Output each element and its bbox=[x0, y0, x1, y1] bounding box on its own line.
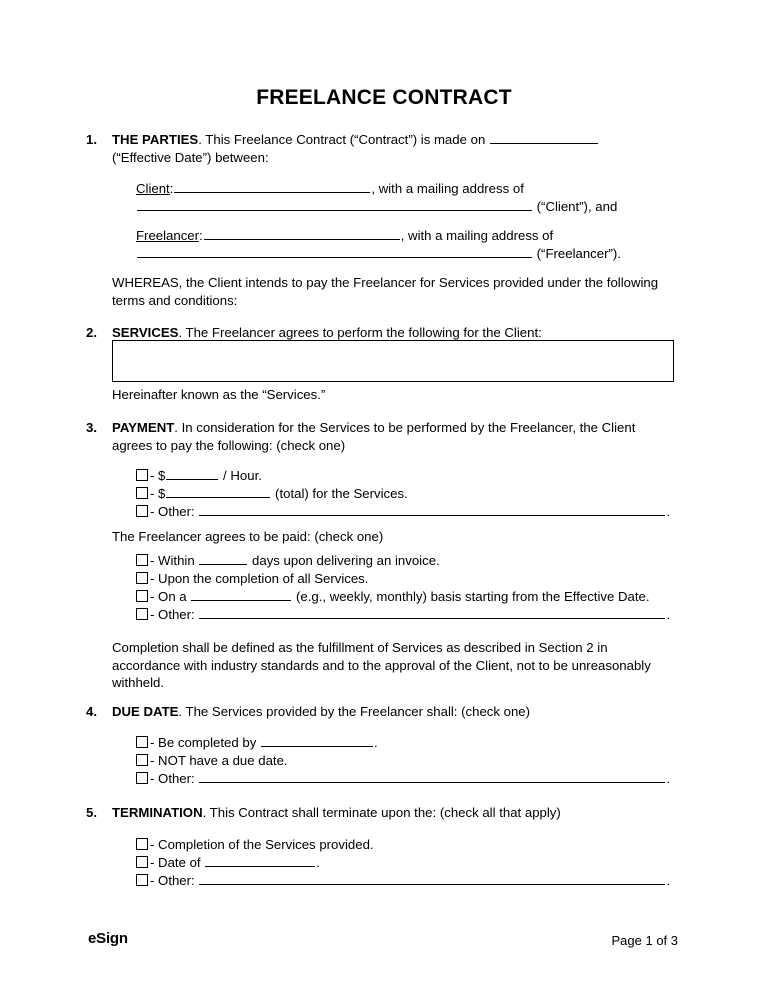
termination-other-label-after: . bbox=[666, 873, 671, 888]
payment-option-other-label-before: - Other: bbox=[150, 504, 199, 519]
payment-other-blank[interactable] bbox=[199, 503, 665, 516]
client-defined-term: (“Client”), and bbox=[533, 198, 618, 214]
due-date-option-other[interactable] bbox=[136, 770, 678, 788]
section-number-2: 2. bbox=[86, 325, 97, 340]
checkbox-icon[interactable] bbox=[136, 754, 148, 766]
section-termination-intro bbox=[112, 804, 678, 822]
due-date-intro-text: . The Services provided by the Freelancer shall: (check one) bbox=[178, 704, 531, 719]
schedule-recurring-label-before: - On a bbox=[150, 589, 191, 604]
checkbox-icon[interactable] bbox=[136, 505, 148, 517]
recurring-period-blank[interactable] bbox=[191, 588, 291, 601]
payment-option-other-label-after: . bbox=[666, 504, 671, 519]
termination-option-completion[interactable] bbox=[136, 836, 678, 854]
services-description-input[interactable] bbox=[112, 340, 674, 382]
termination-date-label-before: - Date of bbox=[150, 855, 205, 870]
termination-completion-label: - Completion of the Services provided. bbox=[150, 837, 374, 852]
section-number-4: 4. bbox=[86, 704, 97, 719]
parties-effective-date-line: (“Effective Date”) between: bbox=[112, 149, 269, 165]
client-name-blank[interactable] bbox=[174, 180, 370, 193]
payment-option-total[interactable] bbox=[136, 485, 678, 503]
section-heading-termination: TERMINATION bbox=[112, 805, 203, 820]
schedule-other-blank[interactable] bbox=[199, 606, 665, 619]
checkbox-icon[interactable] bbox=[136, 856, 148, 868]
checkbox-icon[interactable] bbox=[136, 572, 148, 584]
section-heading-services: SERVICES bbox=[112, 325, 179, 340]
termination-option-other[interactable] bbox=[136, 872, 678, 890]
client-mailing-text: , with a mailing address of bbox=[371, 181, 524, 196]
freelancer-colon: : bbox=[199, 228, 203, 243]
payment-option-hourly-label-after: / Hour. bbox=[219, 468, 262, 483]
payment-option-hourly-label-before: - $ bbox=[150, 468, 166, 483]
checkbox-icon[interactable] bbox=[136, 772, 148, 784]
hourly-rate-blank[interactable] bbox=[166, 467, 218, 480]
termination-date-label-after: . bbox=[316, 855, 320, 870]
termination-intro-text: . This Contract shall terminate upon the: (check all that apply) bbox=[202, 805, 561, 820]
payment-intro-text: . In consideration for the Services to be performed by the Freelancer, the Client agrees to pay the following: (check one) bbox=[112, 420, 636, 453]
completion-definition-paragraph: Completion shall be defined as the fulfillment of Services as described in Section 2 in accordance with industry standards and to the approval of the Client, not to be unreasonably withheld. bbox=[112, 640, 651, 690]
within-days-blank[interactable] bbox=[199, 552, 247, 565]
payment-option-other[interactable] bbox=[136, 503, 678, 521]
payment-option-hourly[interactable] bbox=[136, 467, 678, 485]
esign-logo: eSign bbox=[88, 930, 128, 947]
termination-other-label-before: - Other: bbox=[150, 873, 199, 888]
page-number-label: Page 1 of 3 bbox=[611, 933, 678, 948]
payment-option-total-label-after: (total) for the Services. bbox=[271, 486, 408, 501]
due-date-option-none[interactable] bbox=[136, 752, 678, 770]
freelancer-mailing-text: , with a mailing address of bbox=[400, 228, 554, 243]
section-parties-intro bbox=[112, 131, 678, 166]
checkbox-icon[interactable] bbox=[136, 736, 148, 748]
section-number-3: 3. bbox=[86, 420, 97, 435]
termination-date-blank[interactable] bbox=[205, 854, 315, 867]
client-address-blank[interactable] bbox=[137, 198, 532, 211]
freelancer-defined-term: (“Freelancer”). bbox=[533, 245, 621, 261]
termination-option-date[interactable] bbox=[136, 854, 678, 872]
schedule-within-label-after: days upon delivering an invoice. bbox=[248, 553, 440, 568]
checkbox-icon[interactable] bbox=[136, 487, 148, 499]
freelancer-party-block bbox=[136, 227, 678, 262]
section-heading-parties: THE PARTIES bbox=[112, 132, 199, 147]
services-footnote: Hereinafter known as the “Services.” bbox=[112, 387, 326, 402]
section-due-date-intro bbox=[112, 703, 678, 721]
schedule-option-other[interactable] bbox=[136, 606, 678, 624]
payment-schedule-intro: The Freelancer agrees to be paid: (check one) bbox=[112, 529, 384, 544]
client-party-block bbox=[136, 180, 678, 215]
checkbox-icon[interactable] bbox=[136, 838, 148, 850]
section-number-1: 1. bbox=[86, 132, 97, 147]
section-heading-payment: PAYMENT bbox=[112, 420, 175, 435]
schedule-option-recurring[interactable] bbox=[136, 588, 678, 606]
due-date-other-label-after: . bbox=[666, 771, 671, 786]
due-date-other-blank[interactable] bbox=[199, 770, 665, 783]
checkbox-icon[interactable] bbox=[136, 554, 148, 566]
page-title: FREELANCE CONTRACT bbox=[256, 86, 512, 109]
parties-intro-text: . This Freelance Contract (“Contract”) is made on bbox=[198, 132, 489, 147]
checkbox-icon[interactable] bbox=[136, 608, 148, 620]
due-date-none-label: - NOT have a due date. bbox=[150, 753, 288, 768]
schedule-other-label-before: - Other: bbox=[150, 607, 199, 622]
section-services-intro bbox=[112, 324, 678, 342]
due-date-completed-label-after: . bbox=[373, 735, 378, 750]
services-intro-text: . The Freelancer agrees to perform the following for the Client: bbox=[178, 325, 542, 340]
freelancer-label: Freelancer bbox=[136, 228, 200, 243]
client-label: Client bbox=[136, 181, 170, 196]
client-colon: : bbox=[169, 181, 174, 196]
freelancer-name-blank[interactable] bbox=[204, 227, 400, 240]
section-number-5: 5. bbox=[86, 805, 97, 820]
whereas-paragraph: WHEREAS, the Client intends to pay the Freelancer for Services provided under the following terms and conditions: bbox=[112, 275, 659, 308]
section-heading-due-date: DUE DATE bbox=[112, 704, 179, 719]
checkbox-icon[interactable] bbox=[136, 469, 148, 481]
section-payment-intro bbox=[112, 419, 678, 454]
schedule-recurring-label-after: (e.g., weekly, monthly) basis starting from the Effective Date. bbox=[292, 589, 650, 604]
schedule-option-within-days[interactable] bbox=[136, 552, 678, 570]
termination-other-blank[interactable] bbox=[199, 872, 665, 885]
due-date-option-completed-by[interactable] bbox=[136, 734, 678, 752]
schedule-other-label-after: . bbox=[666, 607, 671, 622]
total-amount-blank[interactable] bbox=[166, 485, 270, 498]
due-date-completed-label-before: - Be completed by bbox=[150, 735, 260, 750]
effective-date-blank[interactable] bbox=[490, 131, 598, 144]
checkbox-icon[interactable] bbox=[136, 874, 148, 886]
due-date-blank[interactable] bbox=[261, 734, 373, 747]
schedule-within-label-before: - Within bbox=[150, 553, 199, 568]
due-date-other-label-before: - Other: bbox=[150, 771, 199, 786]
payment-option-total-label-before: - $ bbox=[150, 486, 166, 501]
freelancer-address-blank[interactable] bbox=[137, 245, 532, 258]
schedule-upon-completion-label: - Upon the completion of all Services. bbox=[150, 571, 369, 586]
checkbox-icon[interactable] bbox=[136, 590, 148, 602]
schedule-option-upon-completion[interactable] bbox=[136, 570, 678, 588]
